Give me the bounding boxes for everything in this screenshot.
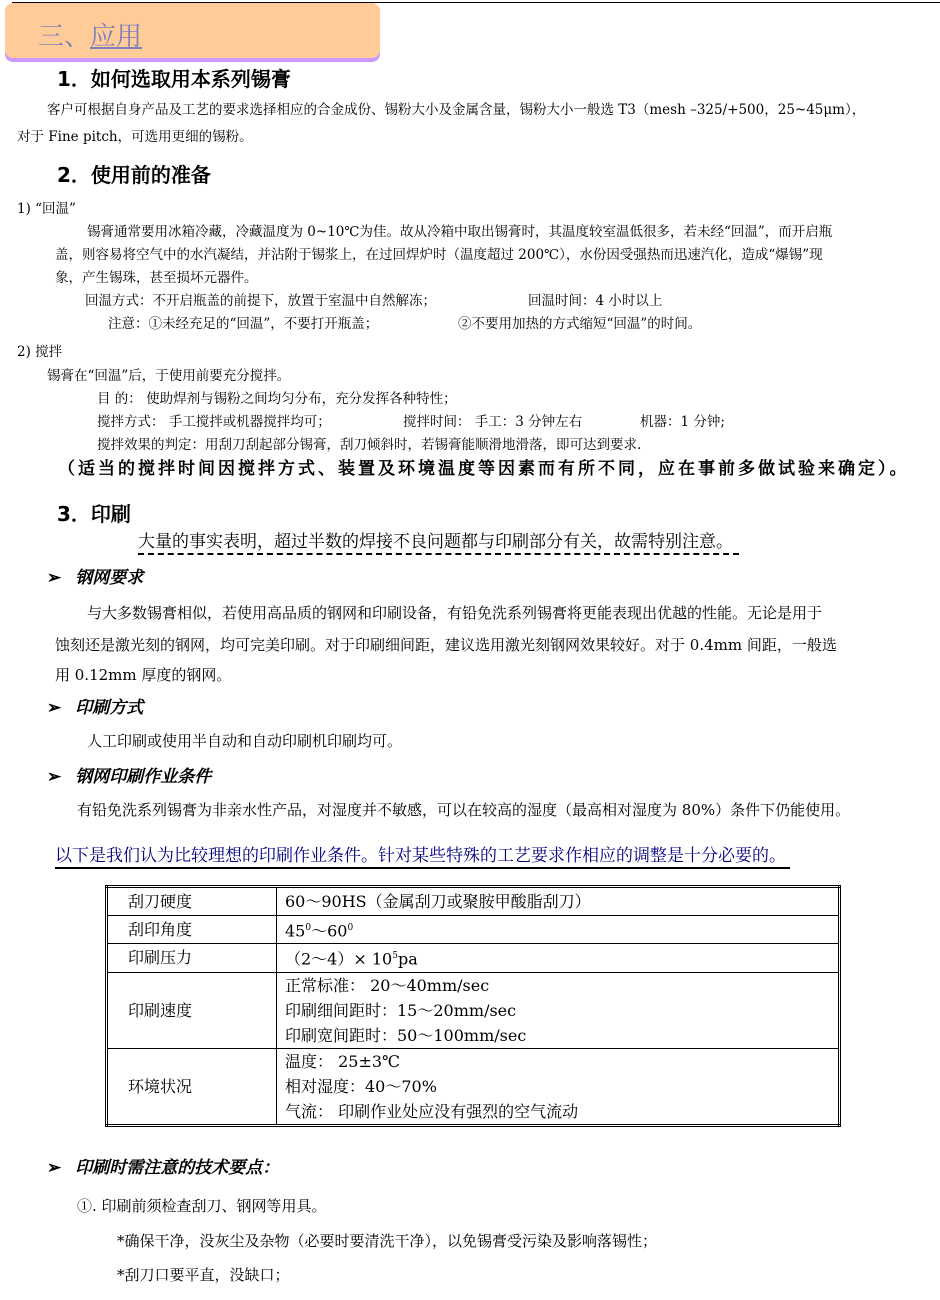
paragraph-line: 用 0.12mm 厚度的钢网。 bbox=[55, 666, 232, 684]
section-title-text: 应用 bbox=[90, 22, 143, 52]
printing-conditions-table bbox=[105, 885, 841, 1127]
subheading-text: 印刷时需注意的技术要点： bbox=[75, 1158, 280, 1178]
table-value bbox=[277, 1048, 840, 1125]
value-line: 温度： 25±3℃ bbox=[285, 1051, 400, 1071]
value-line: 印刷细间距时：15～20mm/sec bbox=[285, 1000, 517, 1020]
heading-2: 2．使用前的准备 bbox=[57, 163, 211, 187]
arrow-bullet-icon: ➢ bbox=[47, 1158, 62, 1178]
table-key: 刮刀硬度 bbox=[107, 887, 277, 916]
arrow-bullet-icon: ➢ bbox=[47, 568, 62, 588]
note-2: ②不要用加热的方式缩短“回温”的时间。 bbox=[458, 316, 702, 332]
tip-subitem: *确保干净，没灰尘及杂物（必要时要清洗干净），以免锡膏受污染及影响落锡性； bbox=[117, 1232, 658, 1250]
subheading-tips bbox=[47, 1157, 279, 1179]
subheading-text: 钢网印刷作业条件 bbox=[75, 767, 212, 787]
paragraph-line: 锡膏通常要用冰箱冷藏，冷藏温度为 0~10℃为佳。故从冷箱中取出锡膏时，其温度较室温低很多，若未经“回温”，而开启瓶 bbox=[87, 224, 833, 240]
superscript: 0 bbox=[347, 923, 354, 933]
section-number: 三、 bbox=[38, 22, 91, 52]
stir-machine: 机器：1 分钟; bbox=[640, 414, 725, 430]
paragraph-line: 盖，则容易将空气中的水汽凝结，并沾附于锡浆上，在过回焊炉时（温度超过 200℃），水份因受强热而迅速汽化，造成“爆锡”现 bbox=[55, 247, 823, 263]
subheading-method bbox=[47, 697, 143, 719]
stir-purpose: 目 的： 使助焊剂与锡粉之间均匀分布，充分发挥各种特性； bbox=[97, 391, 457, 407]
rewarm-method: 回温方式：不开启瓶盖的前提下，放置于室温中自然解冻； bbox=[85, 293, 436, 309]
table-value bbox=[277, 916, 840, 944]
subheading-conditions bbox=[47, 766, 211, 788]
paragraph-line: 与大多数锡膏相似，若使用高品质的钢网和印刷设备，有铅免洗系列锡膏将更能表现出优越的性能。无论是用于 bbox=[87, 604, 823, 622]
stir-judge: 搅拌效果的判定：用刮刀刮起部分锡膏，刮刀倾斜时，若锡膏能顺滑地滑落，即可达到要求. bbox=[97, 437, 642, 453]
paragraph-line: 锡膏在“回温”后，于使用前要充分搅拌。 bbox=[47, 368, 291, 384]
paragraph-line: 人工印刷或使用半自动和自动印刷机印刷均可。 bbox=[87, 732, 403, 750]
value-line: 正常标准： 20～40mm/sec bbox=[285, 975, 490, 995]
subheading-text: 印刷方式 bbox=[75, 698, 144, 718]
heading-1: 1．如何选取用本系列锡膏 bbox=[57, 67, 291, 91]
table-value bbox=[277, 944, 840, 972]
paragraph-line: 有铅免洗系列锡膏为非亲水性产品，对湿度并不敏感，可以在较高的湿度（最高相对湿度为 80%）条件下仍能使用。 bbox=[77, 801, 851, 819]
note-1: 注意：①未经充足的“回温”，不要打开瓶盖； bbox=[108, 316, 379, 332]
table-key: 刮印角度 bbox=[107, 916, 277, 944]
paragraph-line: 客户可根据自身产品及工艺的要求选择相应的合金成份、锡粉大小及金属含量，锡粉大小一般选 T3（mesh –325/+500，25~45μm）， bbox=[47, 102, 866, 118]
item-title: 2) 搅拌 bbox=[17, 344, 63, 360]
value-part: ～60 bbox=[311, 921, 348, 941]
value-line: 相对湿度：40～70% bbox=[285, 1076, 437, 1096]
table-key: 环境状况 bbox=[107, 1048, 277, 1125]
superscript: 5 bbox=[392, 951, 398, 962]
tip-item: ①. 印刷前须检查刮刀、钢网等用具。 bbox=[77, 1197, 327, 1215]
value-part: 45 bbox=[285, 921, 306, 941]
arrow-bullet-icon: ➢ bbox=[47, 767, 62, 787]
value-line: 气流： 印刷作业处应没有强烈的空气流动 bbox=[285, 1101, 579, 1121]
table-value bbox=[277, 972, 840, 1048]
ideal-conditions-line: 以下是我们认为比较理想的印刷作业条件。针对某些特殊的工艺要求作相应的调整是十分必要的。 bbox=[55, 845, 790, 869]
section-title bbox=[38, 20, 142, 54]
value-part: pa bbox=[397, 949, 418, 969]
stir-time: 搅拌时间： 手工：3 分钟左右 bbox=[403, 414, 583, 430]
superscript: 0 bbox=[305, 923, 312, 933]
table-row bbox=[107, 972, 840, 1048]
emphasis-line: 大量的事实表明，超过半数的焊接不良问题都与印刷部分有关，故需特别注意。 bbox=[138, 531, 739, 555]
tip-subitem: *刮刀口要平直，没缺口； bbox=[117, 1266, 290, 1284]
table-row bbox=[107, 887, 840, 916]
paragraph-line: 对于 Fine pitch，可选用更细的锡粉。 bbox=[17, 129, 253, 145]
table-key: 印刷压力 bbox=[107, 944, 277, 972]
item-title: 1) “回温” bbox=[17, 201, 76, 217]
value-part: （2～4）× 10 bbox=[285, 949, 393, 969]
rewarm-time: 回温时间：4 小时以上 bbox=[528, 293, 663, 309]
arrow-bullet-icon: ➢ bbox=[47, 698, 62, 718]
paragraph-line: 象，产生锡珠，甚至损坏元器件。 bbox=[55, 270, 258, 286]
table-value: 60～90HS（金属刮刀或聚胺甲酸脂刮刀） bbox=[277, 887, 840, 916]
heading-3: 3．印刷 bbox=[57, 502, 131, 526]
table-key: 印刷速度 bbox=[107, 972, 277, 1048]
value-line: 印刷宽间距时：50～100mm/sec bbox=[285, 1025, 527, 1045]
subheading-stencil bbox=[47, 567, 143, 589]
stir-method: 搅拌方式： 手工搅拌或机器搅拌均可； bbox=[97, 414, 331, 430]
table-row bbox=[107, 944, 840, 972]
stir-note: （适当的搅拌时间因搅拌方式、装置及环境温度等因素而有所不同，应在事前多做试验来确定）。 bbox=[58, 459, 910, 479]
table-row bbox=[107, 1048, 840, 1125]
paragraph-line: 蚀刻还是激光刻的钢网，均可完美印刷。对于印刷细间距，建议选用激光刻钢网效果较好。对于 0.4mm 间距，一般选 bbox=[55, 636, 837, 654]
table-row bbox=[107, 916, 840, 944]
subheading-text: 钢网要求 bbox=[75, 568, 144, 588]
